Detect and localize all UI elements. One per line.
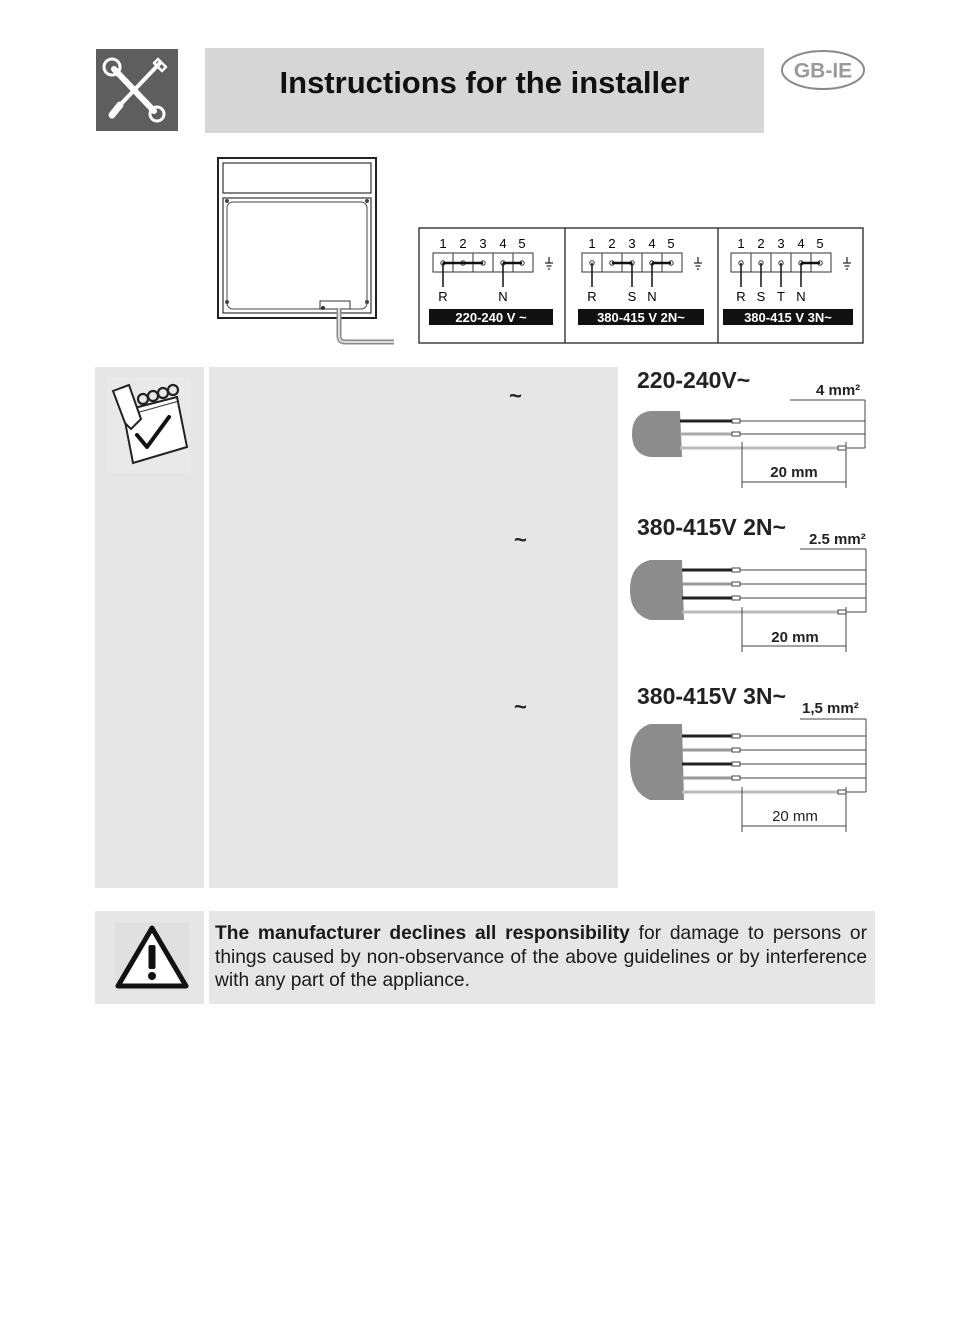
note-sidebar bbox=[95, 367, 204, 888]
terminal-number: 5 bbox=[816, 236, 824, 251]
terminal-number: 2 bbox=[608, 236, 616, 251]
page-title: Instructions for the installer bbox=[279, 65, 690, 100]
warning-panel bbox=[209, 911, 875, 1004]
terminal-number: 5 bbox=[667, 236, 675, 251]
terminal-number: 2 bbox=[459, 236, 467, 251]
tilde-symbol: ~ bbox=[514, 527, 527, 552]
tools-icon bbox=[96, 49, 178, 131]
cable-voltage: 380-415V 2N~ bbox=[637, 514, 786, 540]
terminal-number: 4 bbox=[648, 236, 656, 251]
cable-section: 4 mm² bbox=[816, 382, 861, 399]
strip-length: 20 mm bbox=[770, 464, 818, 481]
cable-voltage: 380-415V 3N~ bbox=[637, 683, 786, 709]
terminal-number: 3 bbox=[628, 236, 636, 251]
strip-length: 20 mm bbox=[771, 629, 819, 646]
terminal-board-diagram bbox=[418, 227, 864, 344]
terminal-number: 1 bbox=[439, 236, 447, 251]
voltage-label: 220-240 V ~ bbox=[455, 310, 527, 325]
country-badge-label: GB-IE bbox=[793, 59, 853, 83]
cable-diagrams bbox=[622, 362, 882, 842]
warning-bold: The manufacturer declines all responsibility bbox=[215, 923, 630, 944]
warning-body: for damage to persons or things caused by non-observance of the above guidelines or by interference with any part of the appliance. bbox=[215, 923, 867, 991]
notepad-check-icon bbox=[107, 377, 191, 478]
strip-length: 20 mm bbox=[772, 808, 818, 825]
cable-diagram-3 bbox=[630, 683, 866, 832]
cable-voltage: 220-240V~ bbox=[637, 367, 751, 393]
voltage-label: 380-415 V 3N~ bbox=[744, 310, 832, 325]
terminal-number: 3 bbox=[479, 236, 487, 251]
tilde-symbol: ~ bbox=[509, 383, 522, 408]
title-bar bbox=[205, 48, 764, 133]
phase-label: N bbox=[647, 289, 657, 304]
phase-label: S bbox=[756, 289, 766, 304]
phase-label: N bbox=[796, 289, 806, 304]
cable-section: 2.5 mm² bbox=[809, 531, 866, 548]
oven-front-illustration bbox=[216, 156, 398, 346]
phase-label: R bbox=[438, 289, 448, 304]
phase-label: R bbox=[736, 289, 746, 304]
phase-label: R bbox=[587, 289, 597, 304]
phase-label: N bbox=[498, 289, 508, 304]
terminal-number: 2 bbox=[757, 236, 765, 251]
warning-triangle-icon bbox=[115, 923, 189, 996]
terminal-number: 4 bbox=[499, 236, 507, 251]
tilde-symbol: ~ bbox=[514, 694, 527, 719]
country-badge bbox=[780, 49, 866, 91]
warning-text bbox=[215, 922, 867, 993]
cable-diagram-2 bbox=[630, 514, 866, 652]
phase-label: S bbox=[627, 289, 637, 304]
voltage-label: 380-415 V 2N~ bbox=[597, 310, 685, 325]
cable-diagram-1 bbox=[632, 367, 865, 488]
terminal-number: 4 bbox=[797, 236, 805, 251]
terminal-number: 1 bbox=[588, 236, 596, 251]
terminal-number: 3 bbox=[777, 236, 785, 251]
terminal-number: 1 bbox=[737, 236, 745, 251]
terminal-number: 5 bbox=[518, 236, 526, 251]
phase-label: T bbox=[777, 289, 785, 304]
warning-sidebar bbox=[95, 911, 204, 1004]
note-panel bbox=[209, 367, 618, 888]
cable-section: 1,5 mm² bbox=[802, 700, 859, 717]
